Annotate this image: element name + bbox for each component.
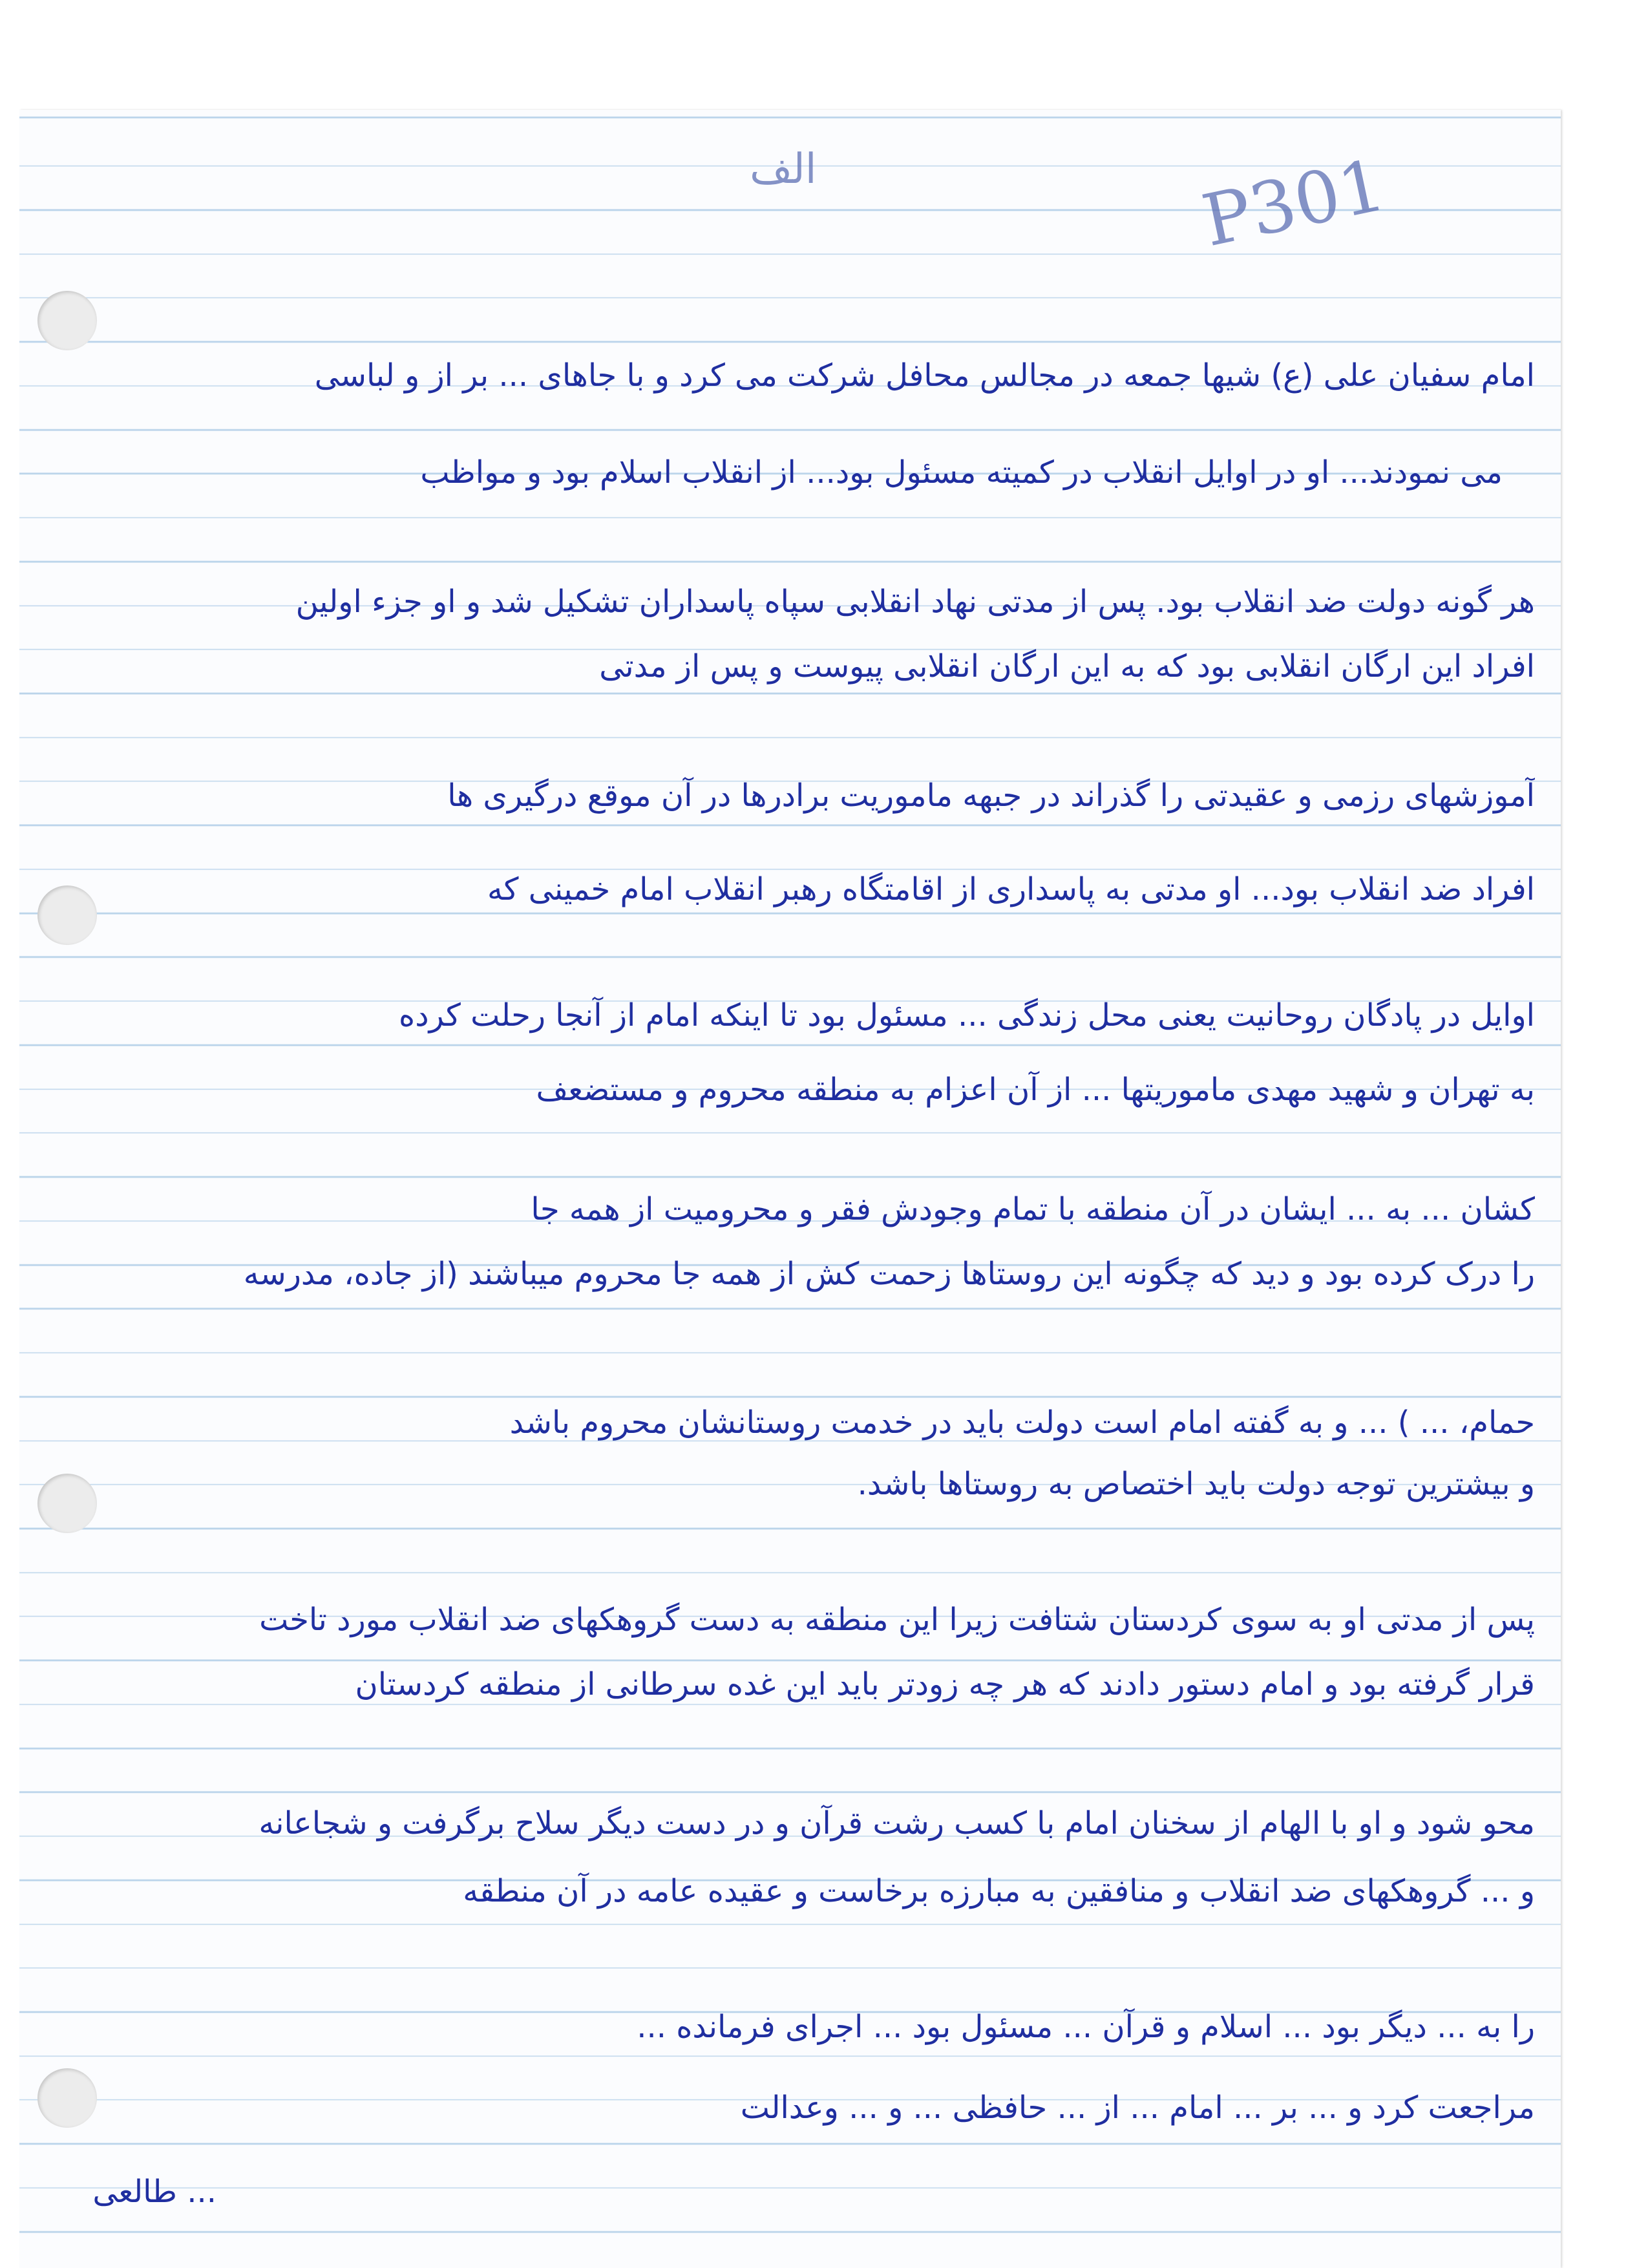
handwritten-line: افراد ضد انقلاب بود... او مدتی به پاسداری از اقامتگاه رهبر انقلاب امام خمینی که	[487, 871, 1535, 907]
handwritten-line: را درک کرده بود و دید که چگونه این روستاها زحمت کش از همه جا محروم میباشند (از جاده، مدرسه	[243, 1256, 1535, 1292]
handwritten-line: و بیشترین توجه دولت باید اختصاص به روستاها باشد.	[857, 1466, 1535, 1502]
lined-paper-sheet	[19, 110, 1561, 2268]
handwritten-line: حمام، ... ) ... و به گفته امام است دولت باید در خدمت روستانشان محروم باشد	[509, 1404, 1535, 1441]
handwritten-line: محو شود و او با الهام از سخنان امام با کسب رشت قرآن و در دست دیگر سلاح برگرفت و شجاعانه	[259, 1805, 1535, 1841]
handwritten-line: هر گونه دولت ضد انقلاب بود. پس از مدتی نهاد انقلابی سپاه پاسداران تشکیل شد و او جزء اولین	[295, 584, 1535, 620]
handwritten-line: مراجعت کرد و ... بر ... امام ... از ... حافظی ... و ... وعدالت	[740, 2090, 1535, 2126]
handwritten-line: کشان ... به ... ایشان در آن منطقه با تمام وجودش فقر و محرومیت از همه جا	[531, 1191, 1535, 1227]
scan-margin-right	[1558, 0, 1648, 2268]
handwritten-line: به تهران و شهید مهدی ماموریتها ... از آن اعزام به منطقه محروم و مستضعف	[536, 1072, 1535, 1108]
handwritten-line: قرار گرفته بود و امام دستور دادند که هر چه زودتر باید این غده سرطانی از منطقه کردستان	[355, 1666, 1535, 1702]
scan-margin-top	[0, 0, 1648, 113]
handwritten-line: افراد این ارگان انقلابی بود که به این ارگان انقلابی پیوست و پس از مدتی	[599, 648, 1535, 684]
handwritten-line: می نمودند... او در اوایل انقلاب در کمیته مسئول بود... از انقلاب اسلام بود و مواظب	[420, 454, 1503, 491]
handwritten-line: آموزشهای رزمی و عقیدتی را گذراند در جبهه ماموریت برادرها در آن موقع درگیری ها	[447, 778, 1535, 814]
handwritten-line: امام سفیان علی (ع) شیها جمعه در مجالس محافل شرکت می کرد و با جاهای ... بر از و لباسی	[314, 357, 1535, 394]
signature: ... طالعی	[92, 2174, 217, 2210]
page-mark: P301	[1195, 143, 1393, 263]
handwritten-line: را به ... دیگر بود ... اسلام و قرآن ... مسئول بود ... اجرای فرمانده ...	[637, 2009, 1535, 2045]
handwritten-line: اوایل در پادگان روحانیت یعنی محل زندگی ... مسئول بود تا اینکه امام از آنجا رحلت کرده	[399, 997, 1535, 1033]
handwritten-line: و ... گروهکهای ضد انقلاب و منافقین به مبارزه برخاست و عقیده عامه در آن منطقه	[463, 1873, 1535, 1909]
faint-label: الف	[750, 145, 817, 193]
handwritten-line: پس از مدتی او به سوی کردستان شتافت زیرا این منطقه به دست گروهکهای ضد انقلاب مورد تاخت	[259, 1602, 1535, 1638]
handwritten-body	[19, 110, 1561, 2268]
